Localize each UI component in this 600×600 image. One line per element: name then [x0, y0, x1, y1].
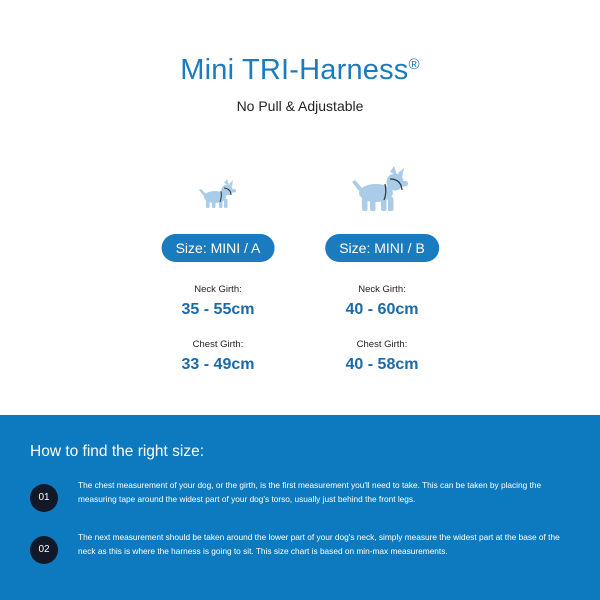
registered-mark: ®	[408, 56, 420, 73]
title-text: Mini TRI-Harness	[180, 54, 409, 86]
size-column-mini-b	[292, 160, 472, 390]
chest-girth-label: Chest Girth:	[192, 339, 244, 350]
size-badge-mini-a: Size: MINI / A	[162, 234, 275, 262]
neck-girth-label: Neck Girth:	[358, 284, 406, 295]
page-title	[0, 54, 600, 87]
guide-title: How to find the right size:	[30, 443, 205, 460]
size-badge-mini-b: Size: MINI / B	[325, 234, 439, 262]
step-description: The chest measurement of your dog, or the girth, is the first measurement you'll need to take. This can be taken by placing the measuring tape around the widest part of your dog's torso, usually just behind the front legs.	[78, 480, 542, 504]
size-column-mini-a	[128, 160, 308, 390]
chest-girth-label: Chest Girth:	[356, 339, 408, 350]
sizing-guide-panel	[0, 415, 600, 600]
chest-girth-value: 40 - 58cm	[345, 356, 419, 373]
neck-girth-value: 35 - 55cm	[181, 301, 255, 318]
step-number-badge: 02	[30, 536, 58, 564]
neck-girth-value: 40 - 60cm	[345, 301, 419, 318]
page-subtitle: No Pull & Adjustable	[236, 98, 364, 114]
step-description: The next measurement should be taken around the lower part of your dog's neck, simply measure the widest part at the base of the neck as this is where the harness is going to sit. This size chart is based on min-max measurements.	[78, 532, 560, 556]
dog-small-icon	[128, 178, 308, 210]
dog-large-icon	[292, 165, 472, 213]
neck-girth-label: Neck Girth:	[194, 284, 242, 295]
chest-girth-value: 33 - 49cm	[181, 356, 255, 373]
step-number-badge: 01	[30, 484, 58, 512]
